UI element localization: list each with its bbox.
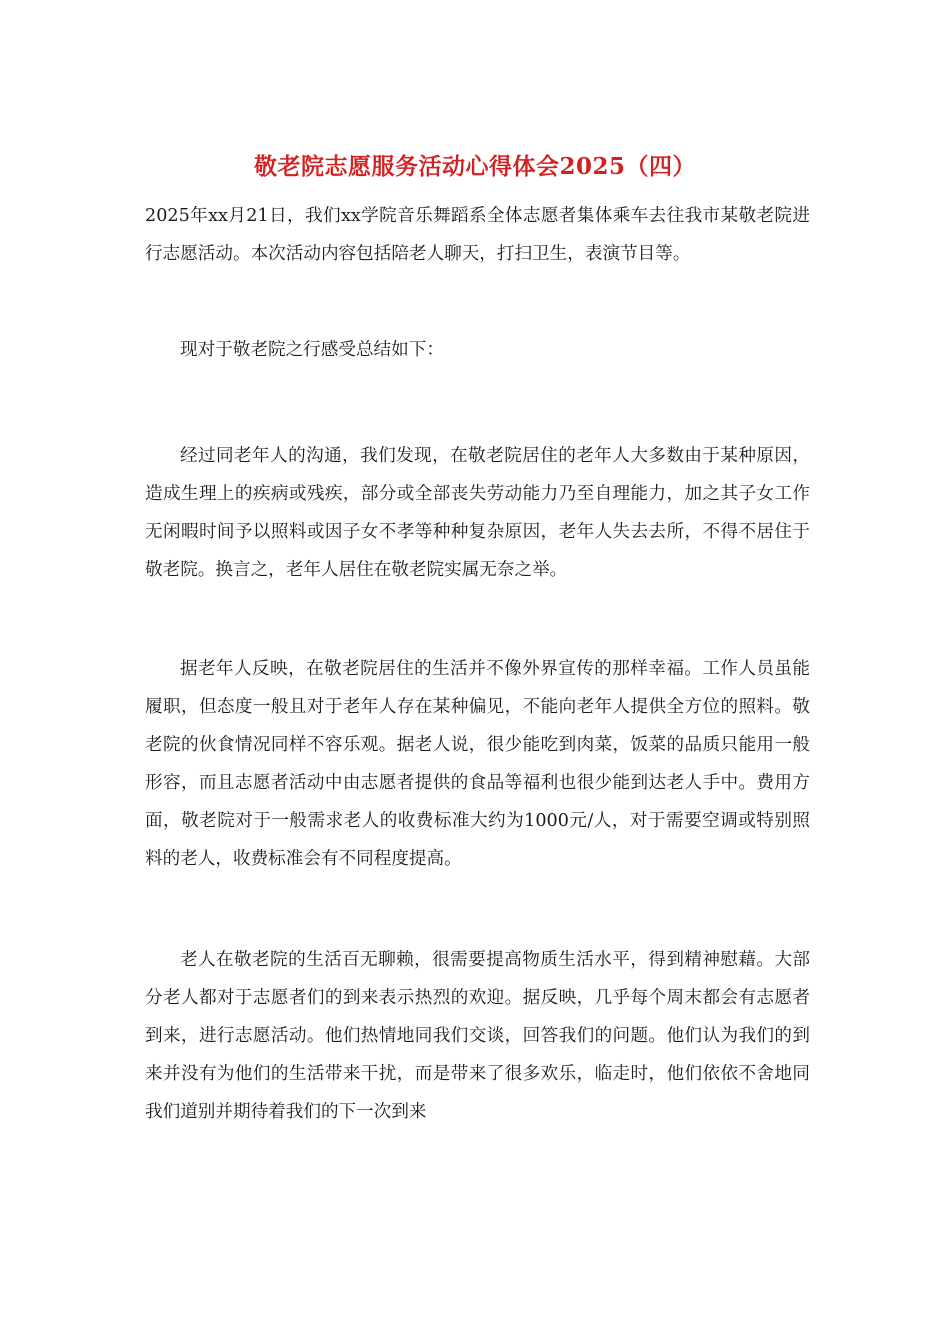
document-title: 敬老院志愿服务活动心得体会2025（四） <box>253 153 696 180</box>
paragraph-intro: 2025年xx月21日，我们xx学院音乐舞蹈系全体志愿者集体乘车去往我市某敬老院进行志愿活动。本次活动内容包括陪老人聊天，打扫卫生，表演节目等。 <box>145 206 810 264</box>
paragraph-summary-lead: 现对于敬老院之行感受总结如下： <box>180 340 444 360</box>
paragraph-living-conditions: 据老年人反映，在敬老院居住的生活并不像外界宣传的那样幸福。工作人员虽能履职，但态度一般且对于老年人存在某种偏见，不能向老年人提供全方位的照料。敬老院的伙食情况同样不容乐观。据老人说，很少能吃到肉菜，饭菜的品质只能用一般形容，而且志愿者活动中由志愿者提供的食品等福利也很少能到达老人手中。费用方面，敬老院对于一般需求老人的收费标准大约为1000元/人，对于需要空调或特别照料的老人，收费标准会有不同程度提高。 <box>145 659 810 869</box>
paragraph-residents-reasons: 经过同老年人的沟通，我们发现，在敬老院居住的老年人大多数由于某种原因，造成生理上的疾病或残疾，部分或全部丧失劳动能力乃至自理能力，加之其子女工作无闲暇时间予以照料或因子女不孝等种种复杂原因，老年人失去去所，不得不居住于敬老院。换言之，老年人居住在敬老院实属无奈之举。 <box>145 446 810 580</box>
paragraph-volunteer-welcome: 老人在敬老院的生活百无聊赖，很需要提高物质生活水平，得到精神慰藉。大部分老人都对于志愿者们的到来表示热烈的欢迎。据反映，几乎每个周末都会有志愿者到来，进行志愿活动。他们热情地同我们交谈，回答我们的问题。他们认为我们的到来并没有为他们的生活带来干扰，而是带来了很多欢乐，临走时，他们依依不舍地同我们道别并期待着我们的下一次到来 <box>145 950 810 1122</box>
